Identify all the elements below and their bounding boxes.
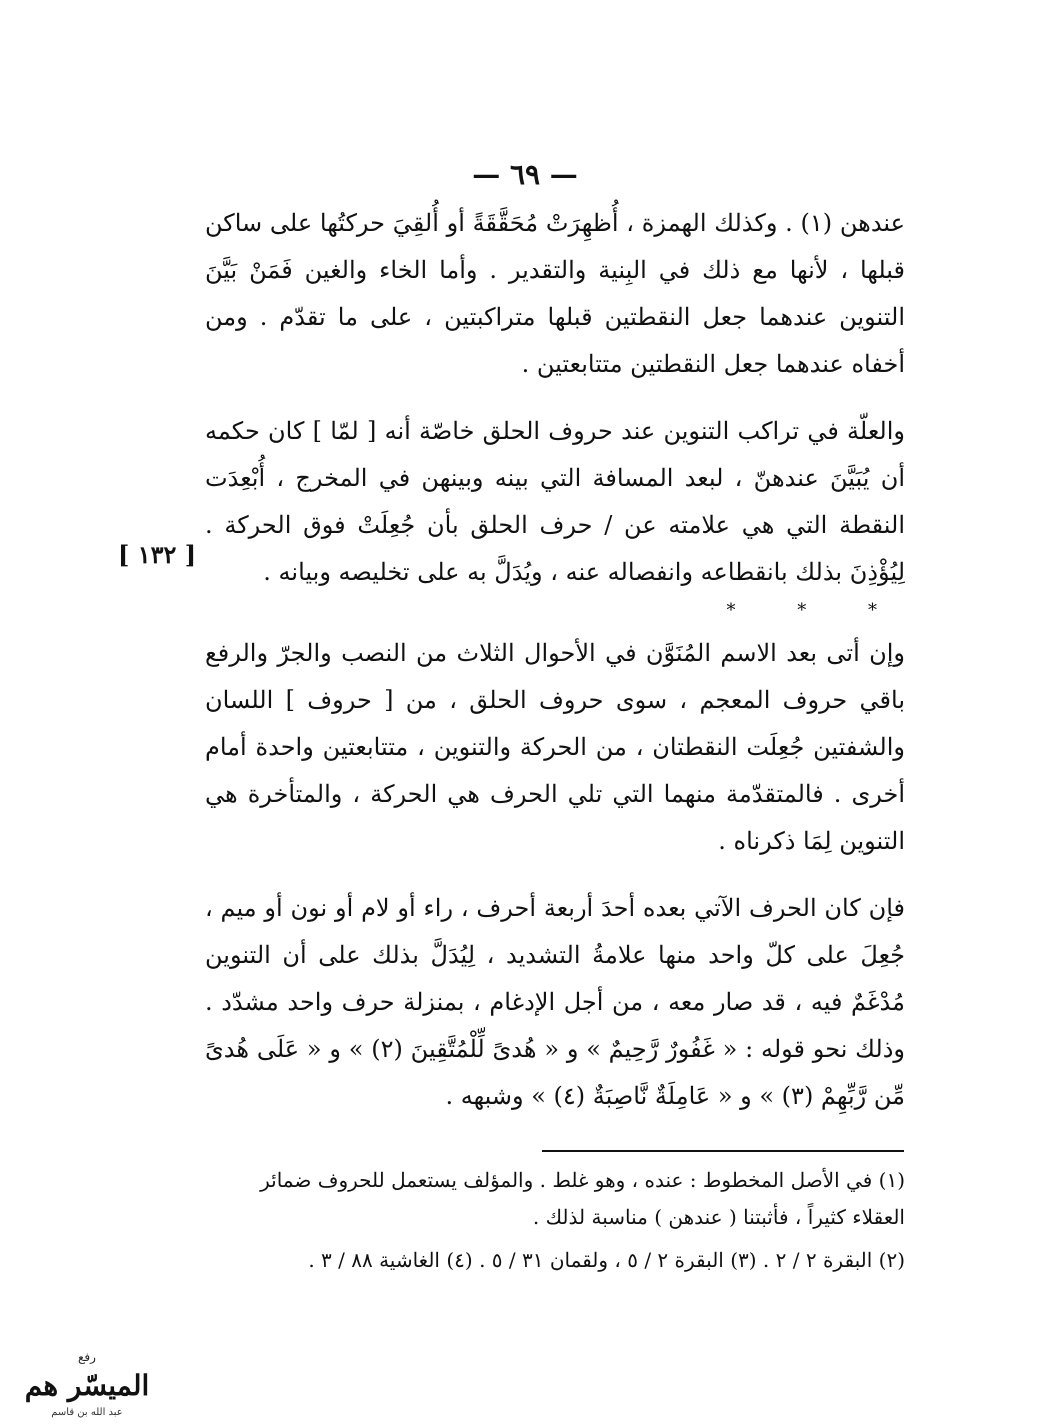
- watermark-top-text: رفع: [78, 1350, 96, 1364]
- watermark-sub-text: عبد الله بن قاسم: [51, 1407, 123, 1418]
- footnotes: [210, 1162, 905, 1279]
- footnote-divider: [542, 1150, 904, 1152]
- footnote-2: (٢) البقرة ٢ / ٢ . (٣) البقرة ٢ / ٥ ، ولقمان ٣١ / ٥ . (٤) الغاشية ٨٨ / ٣ .: [308, 1248, 905, 1272]
- page-number: — ٦٩ —: [472, 158, 578, 191]
- footnote-1: (١) في الأصل المخطوط : عنده ، وهو غلط . والمؤلف يستعمل للحروف ضمائر العقلاء كثيراً ، فأثبتنا ( عندهن ) مناسبة لذلك .: [260, 1168, 905, 1229]
- watermark-main-text: الميسّر هم: [24, 1369, 150, 1402]
- watermark-logo: [12, 1345, 162, 1425]
- paragraph-4: فإن كان الحرف الآتي بعده أحدَ أربعة أحرف ، راء أو لام أو نون أو ميم ، جُعِلَ على كلّ واحد منها علامةُ التشديد ، لِيُدَلَّ بذلك على أن التنوين مُدْغَمٌ فيه ، قد صار معه ، من أجل الإدغام ، بمنزلة حرف واحد مشدّد . وذلك نحو قوله : « غَفُورٌ رَّحِيمٌ » و « هُدىً لِّلْمُتَّقِينَ (٢) » و « عَلَى هُدىً مِّن رَّبِّهِمْ (٣) » و « عَامِلَةٌ نَّاصِبَةٌ (٤) » وشبهه .: [205, 894, 906, 1110]
- marginal-folio-note: [ ١٣٢ ]: [118, 540, 197, 569]
- paragraph-3: وإن أتى بعد الاسم المُنَوَّن في الأحوال الثلاث من النصب والجرّ والرفع باقي حروف المعجم ، سوى حروف الحلق ، من [ حروف ] اللسان والشفتين جُعِلَت النقطتان ، من الحركة والتنوين ، متتابعتين واحدة أمام أخرى . فالمتقدّمة منهما التي تلي الحرف هي الحركة ، والمتأخرة هي التنوين لِمَا ذكرناه .: [205, 639, 905, 855]
- paragraph-1: عندهن (١) . وكذلك الهمزة ، أُظهِرَتْ مُحَقَّقَةً أو أُلقِيَ حركتُها على ساكن قبلها ، لأنها مع ذلك في البِنية والتقدير . وأما الخاء والغين فَمَنْ بَيَّنَ التنوين عندهما جعل النقطتين قبلها متراكبتين ، على ما تقدّم . ومن أخفاه عندهما جعل النقطتين متتابعتين .: [205, 209, 905, 378]
- section-separator: * * *: [726, 600, 905, 621]
- body-text: [205, 200, 905, 1120]
- paragraph-2: والعلّة في تراكب التنوين عند حروف الحلق خاصّة أنه [ لمّا ] كان حكمه أن يُبَيَّنَ عندهنّ ، لبعد المسافة التي بينه وبينهن في المخرج ، أُبْعِدَت النقطة التي هي علامته عن / حرف الحلق بأن جُعِلَتْ فوق الحركة . لِيُؤْذِنَ بذلك بانقطاعه وانفصاله عنه ، ويُدَلَّ به على تخليصه وبيانه .: [205, 417, 905, 586]
